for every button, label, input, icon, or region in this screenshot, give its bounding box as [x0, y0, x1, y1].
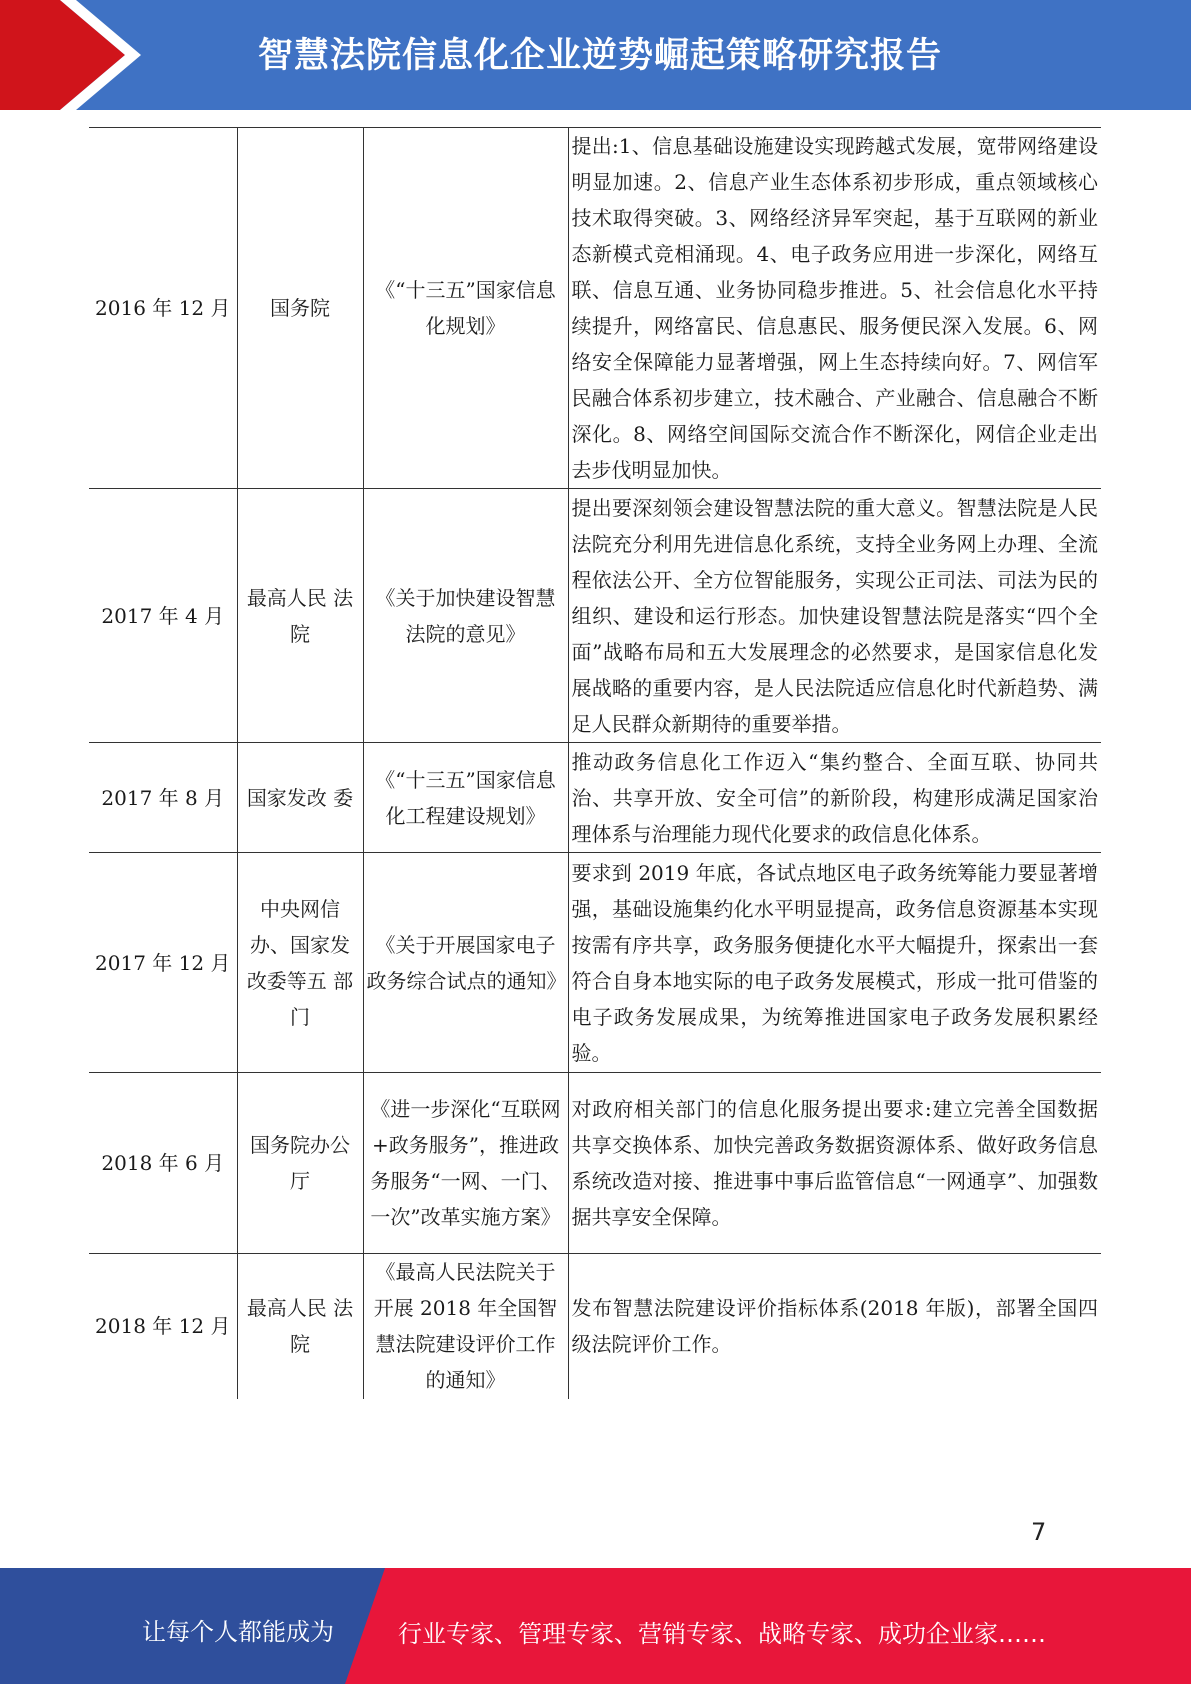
row-issuer: 国务院 — [237, 128, 363, 489]
header-flag-graphic — [0, 0, 150, 110]
row-document: 《“十三五”国家信息化规划》 — [363, 128, 568, 489]
table-row — [89, 853, 1101, 1073]
row-issuer: 最高人民 法院 — [237, 489, 363, 743]
table-row — [89, 128, 1101, 489]
row-content: 提出要深刻领会建设智慧法院的重大意义。智慧法院是人民法院充分利用先进信息化系统，支持全业务网上办理、全流程依法公开、全方位智能服务，实现公正司法、司法为民的组织、建设和运行形态。加快建设智慧法院是落实“四个全面”战略布局和五大发展理念的必然要求，是国家信息化发展战略的重要内容，是人民法院适应信息化时代新趋势、满足人民群众新期待的重要举措。 — [568, 489, 1101, 743]
row-issuer: 国家发改 委 — [237, 743, 363, 853]
row-document: 《关于开展国家电子政务综合试点的通知》 — [363, 853, 568, 1073]
row-document: 《进一步深化“互联网+政务服务”，推进政务服务“一网、一门、一次”改革实施方案》 — [363, 1073, 568, 1254]
row-date: 2018 年 12 月 — [89, 1254, 237, 1399]
page-number: 7 — [1031, 1518, 1047, 1546]
table-row — [89, 1073, 1101, 1254]
table-row — [89, 1254, 1101, 1399]
row-document: 《最高人民法院关于开展 2018 年全国智慧法院建设评价工作的通知》 — [363, 1254, 568, 1399]
report-title: 智慧法院信息化企业逆势崛起策略研究报告 — [258, 36, 943, 76]
row-date: 2018 年 6 月 — [89, 1073, 237, 1254]
footer-slogan-left: 让每个人都能成为 — [142, 1618, 334, 1646]
row-content: 提出:1、信息基础设施建设实现跨越式发展，宽带网络建设明显加速。2、信息产业生态体系初步形成，重点领域核心技术取得突破。3、网络经济异军突起，基于互联网的新业态新模式竞相涌现。4、电子政务应用进一步深化，网络互联、信息互通、业务协同稳步推进。5、社会信息化水平持续提升，网络富民、信息惠民、服务便民深入发展。6、网络安全保障能力显著增强，网上生态持续向好。7、网信军民融合体系初步建立，技术融合、产业融合、信息融合不断深化。8、网络空间国际交流合作不断深化，网信企业走出去步伐明显加快。 — [568, 128, 1101, 489]
table-row — [89, 743, 1101, 853]
table-row — [89, 489, 1101, 743]
page-header — [0, 0, 1191, 110]
policy-table — [89, 127, 1101, 1399]
row-content: 对政府相关部门的信息化服务提出要求:建立完善全国数据共享交换体系、加快完善政务数据资源体系、做好政务信息系统改造对接、推进事中事后监管信息“一网通享”、加强数据共享安全保障。 — [568, 1073, 1101, 1254]
policy-table-container — [89, 127, 1101, 1399]
row-document: 《关于加快建设智慧法院的意见》 — [363, 489, 568, 743]
footer-slogan-right: 行业专家、管理专家、营销专家、战略专家、成功企业家…… — [398, 1620, 1046, 1648]
row-date: 2016 年 12 月 — [89, 128, 237, 489]
row-date: 2017 年 4 月 — [89, 489, 237, 743]
row-date: 2017 年 8 月 — [89, 743, 237, 853]
row-document: 《“十三五”国家信息化工程建设规划》 — [363, 743, 568, 853]
row-issuer: 最高人民 法院 — [237, 1254, 363, 1399]
row-date: 2017 年 12 月 — [89, 853, 237, 1073]
row-content: 要求到 2019 年底，各试点地区电子政务统筹能力要显著增强，基础设施集约化水平明显提高，政务信息资源基本实现按需有序共享，政务服务便捷化水平大幅提升，探索出一套符合自身本地实际的电子政务发展模式，形成一批可借鉴的电子政务发展成果，为统筹推进国家电子政务发展积累经验。 — [568, 853, 1101, 1073]
row-issuer: 中央网信办、国家发改委等五 部门 — [237, 853, 363, 1073]
page-footer — [0, 1568, 1191, 1684]
row-content: 推动政务信息化工作迈入“集约整合、全面互联、协同共治、共享开放、安全可信”的新阶段，构建形成满足国家治理体系与治理能力现代化要求的政信息化体系。 — [568, 743, 1101, 853]
row-issuer: 国务院办公厅 — [237, 1073, 363, 1254]
row-content: 发布智慧法院建设评价指标体系(2018 年版)，部署全国四级法院评价工作。 — [568, 1254, 1101, 1399]
